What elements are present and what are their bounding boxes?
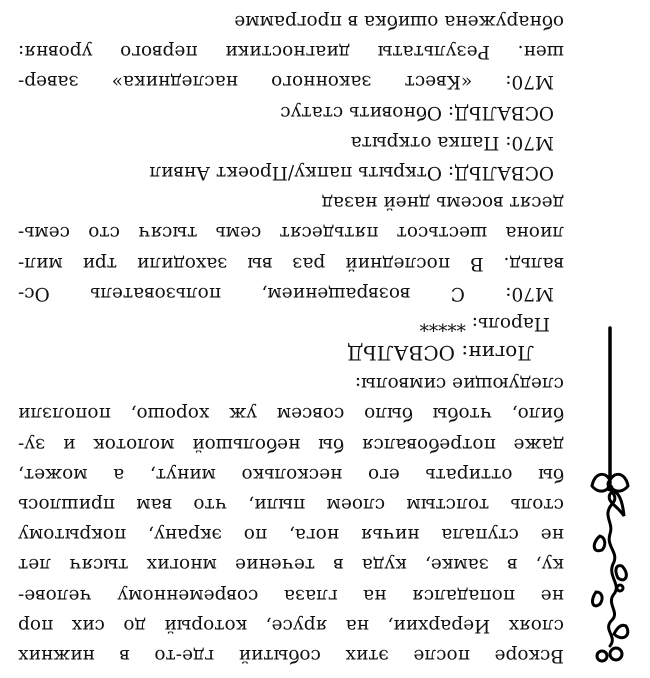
text-line: даже потребовался бы небольшой молоток и зу-	[18, 433, 564, 455]
text-line: следующие символы:	[354, 373, 564, 395]
text-line: ку, в замке, куда в течение многих тысяч лет	[18, 554, 564, 576]
login-line: Логин: ОСВАЛЬД	[347, 341, 534, 366]
dialogue-line: М70: Папка открыта	[350, 131, 554, 153]
text-line: било, чтобы было совсем уж хорошо, поползли	[18, 403, 564, 425]
dialogue-line: ОСВАЛЬД: Обновить статус	[280, 101, 554, 123]
text-line: бы оттирать его несколько минут, а может,	[18, 463, 564, 485]
text-line: слоях Иерархии, на ярусе, который до сих пор	[18, 614, 564, 636]
text-line: Вскоре после этих событий где-то в нижних	[18, 645, 564, 666]
dialogue-line: ОСВАЛЬД: Открыть папку/Проект Анвил	[149, 162, 554, 183]
text-line: десят восемь дней назад	[321, 192, 564, 214]
text-line: столь толстым слоем пыли, что вам пришлось	[18, 494, 564, 516]
page-text	[18, 6, 564, 670]
dialogue-line: М70: «Квест законного наследника» завер-	[18, 71, 554, 93]
password-line: Пароль: *****	[419, 312, 550, 334]
floral-vine-ornament-icon	[584, 326, 636, 666]
text-line: не попадался на глаза современному челове-	[18, 584, 564, 606]
text-line: обнаружена ошибка в программе	[234, 11, 564, 33]
dialogue-line: М70: С возвращением, пользователь Ос-	[18, 282, 554, 304]
text-line: не ступала ничья нога, по экрану, покрытому	[18, 524, 564, 546]
text-line: вальд. В последний раз вы заходили три мил-	[18, 252, 564, 274]
text-line: шен. Результаты диагностики первого уровня:	[18, 41, 564, 63]
text-line: лиона шестьсот пятьдесят семь тысяч сто семь-	[18, 222, 564, 244]
